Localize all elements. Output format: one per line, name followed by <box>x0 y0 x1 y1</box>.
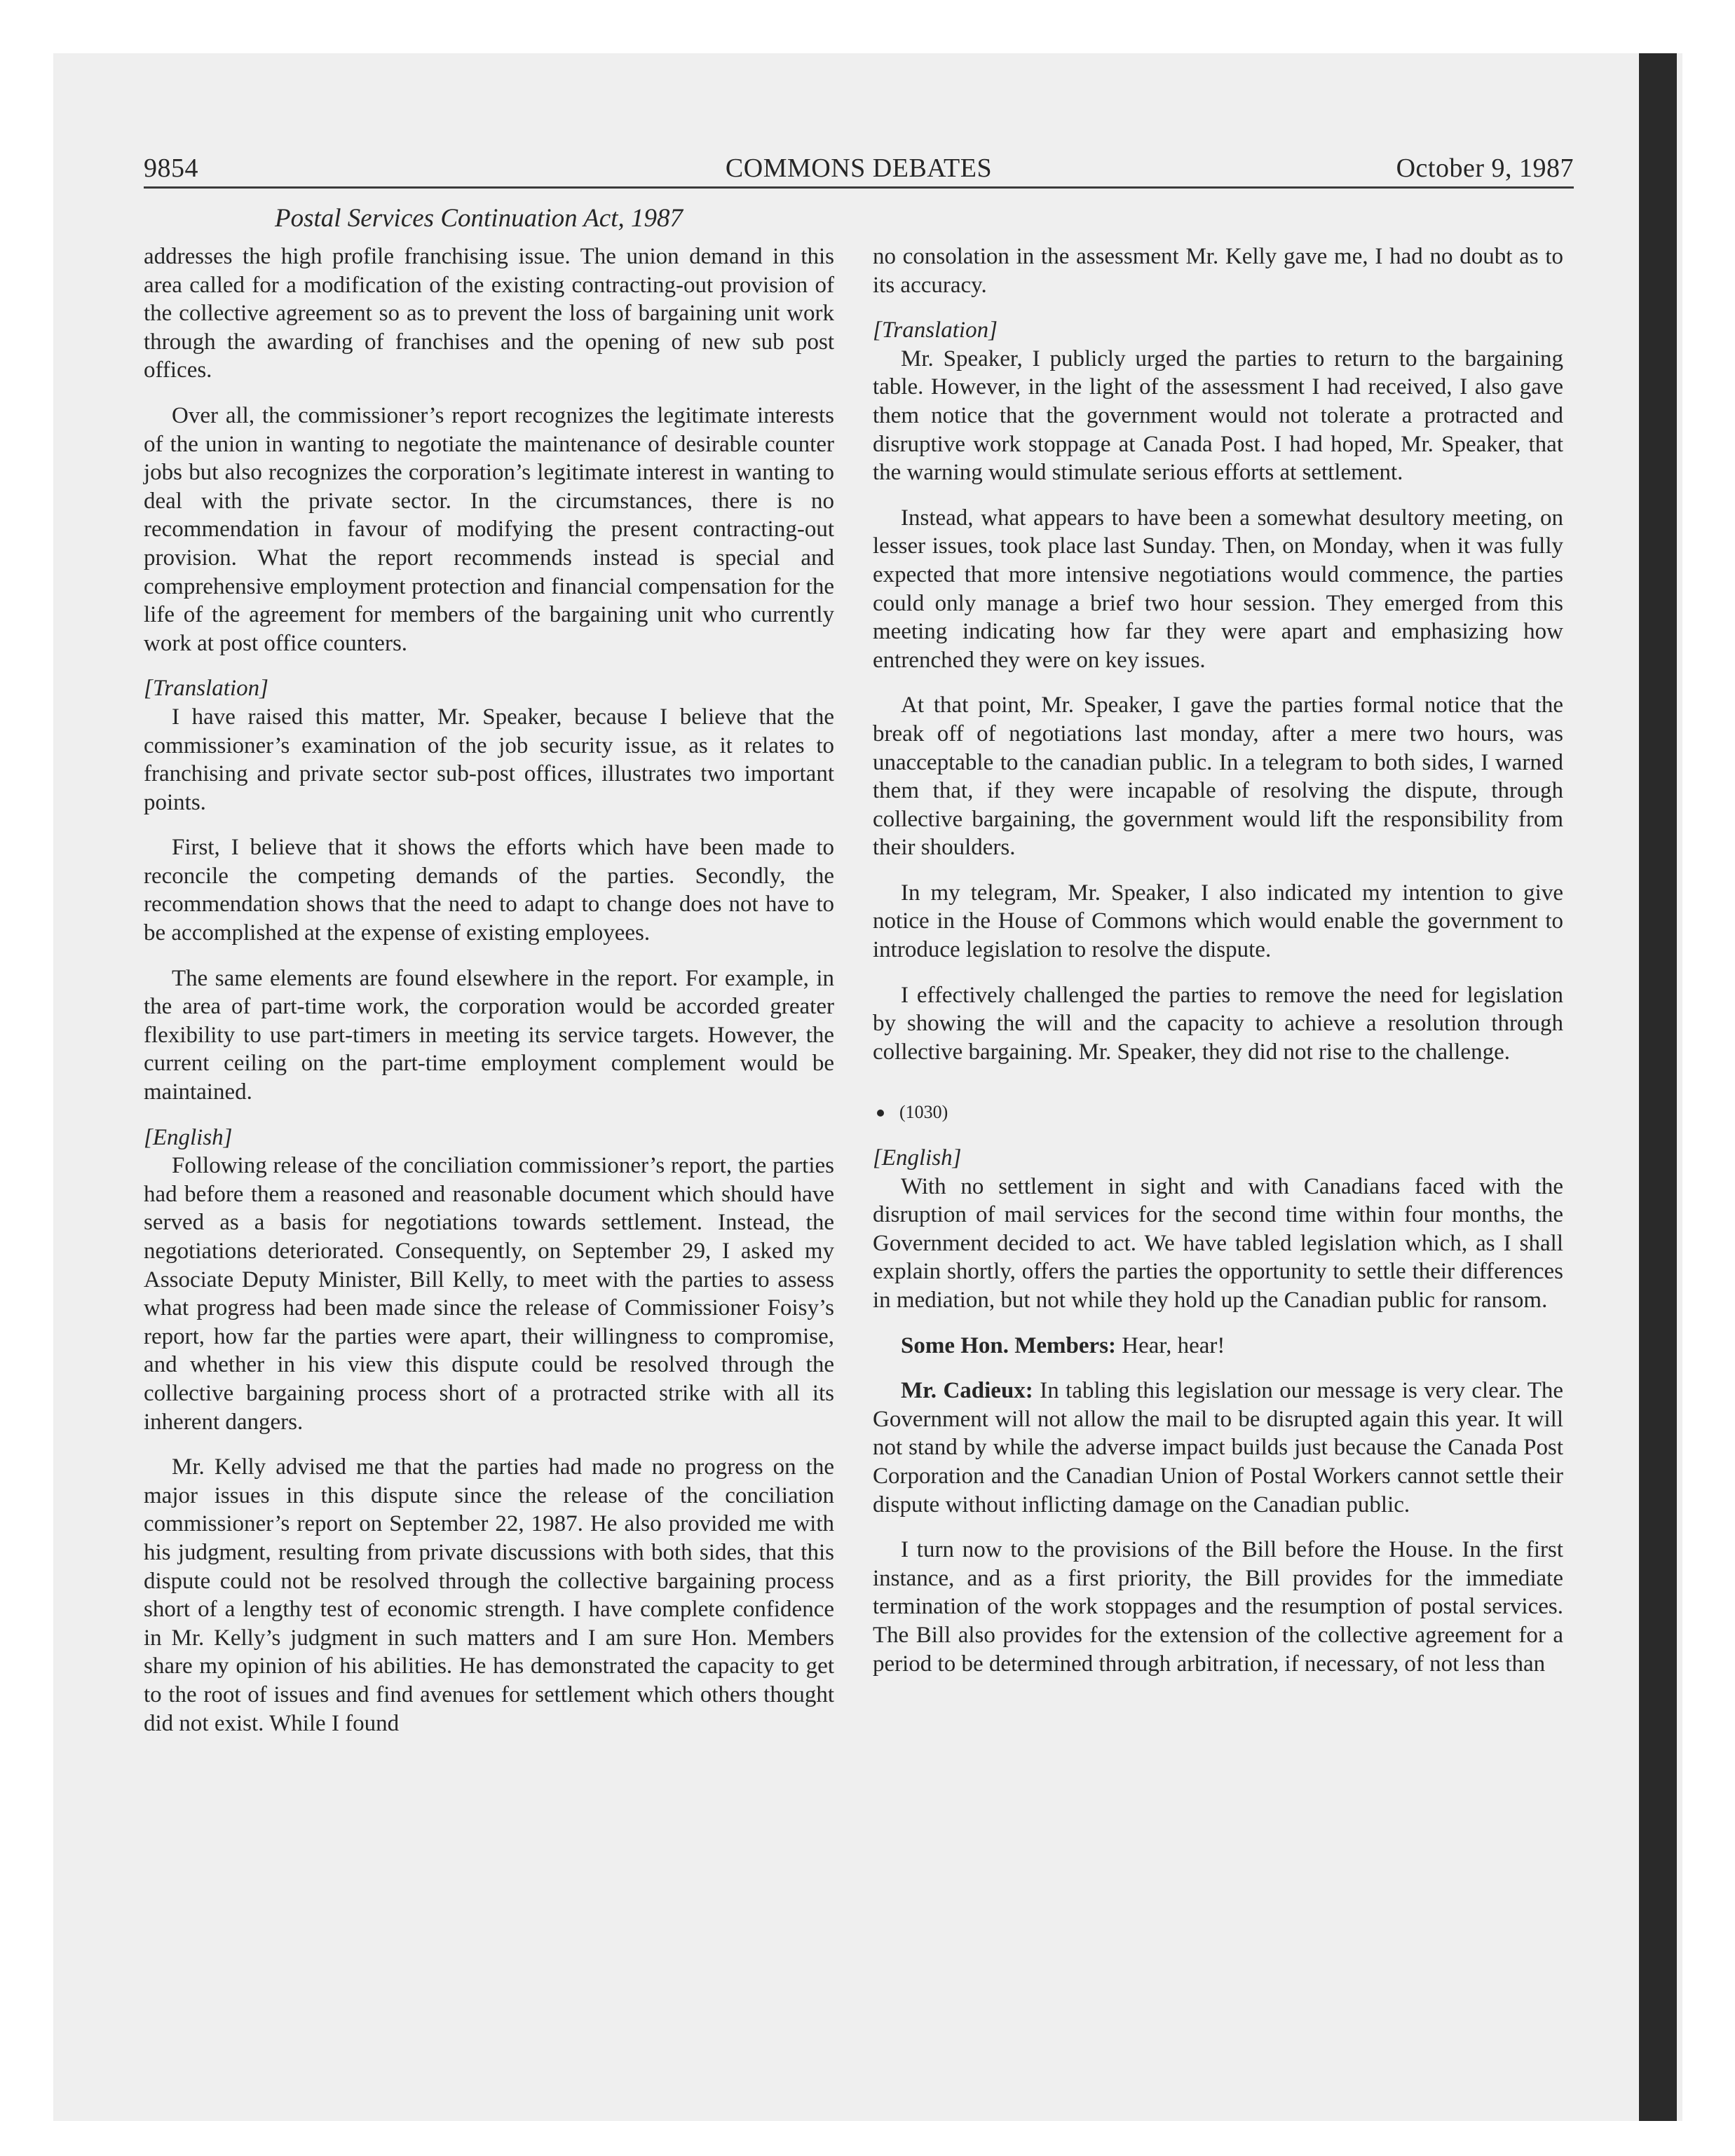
time-stamp: (1030) <box>899 1102 948 1123</box>
language-marker: [Translation] <box>144 676 268 702</box>
speech-text: Hear, hear! <box>1122 1332 1225 1358</box>
paragraph: no consolation in the assessment Mr. Kelly gave me, I had no doubt as to its accuracy. <box>873 244 1563 298</box>
language-marker: [English] <box>873 1145 962 1171</box>
speech-text: In tabling this legislation our message is very clear. The Government will not allow the mail to be disrupted again this year. It will not stand by while the adverse impact builds just because the Canada Post Corporation and the Canadian Union of Postal Workers cannot settle their dispute without inflicting damage on the Canadian public. <box>873 1378 1564 1517</box>
paragraph: Mr. Kelly advised me that the parties had made no progress on the major issues in this dispute since the release of the conciliation commissioner’s report on September 22, 1987. He also provided me with his judgment, resulting from private discussions with both sides, that this dispute could not be resolved through the collective bargaining process short of a lengthy test of economic strength. I have complete confidence in Mr. Kelly’s judgment in such matters and I am sure Hon. Members share my opinion of his abilities. He has demonstrated the capacity to get to the root of issues and find avenues for settlement which others thought did not exist. While I found <box>144 1454 834 1736</box>
speaker-name: Mr. Cadieux: <box>901 1378 1033 1404</box>
paragraph: Following release of the conciliation commissioner’s report, the parties had before them a reasoned and reasonable document which should have served as a basis for negotiations towards settlement. Instead, the negotiations deteriorated. Consequently, on September 29, I asked my Associate Deputy Minister, Bill Kelly, to meet with the parties to assess what progress had been made since the release of Commissioner Foisy’s report, how far the parties were apart, their willingness to compromise, and whether in his view this dispute could be resolved through the collective bargaining process short of a protracted strike with all its inherent dangers. <box>144 1153 834 1435</box>
paragraph: First, I believe that it shows the efforts which have been made to reconcile the competing demands of the parties. Secondly, the recommendation shows that the need to adapt to change does not have to be accomplished at the expense of existing employees. <box>144 835 834 946</box>
paragraph: Instead, what appears to have been a somewhat desultory meeting, on lesser issues, took place last Sunday. Then, on Monday, when it was fully expected that more intensive negotiations would commence, the parties could only manage a brief two hour session. They emerged from this meeting indicating how far they were apart and emphasizing how entrenched they were on key issues. <box>873 505 1563 673</box>
paragraph: I effectively challenged the parties to remove the need for legislation by showing the will and the capacity to achieve a resolution through collective bargaining. Mr. Speaker, they did not rise to the challenge. <box>873 982 1563 1065</box>
paragraph: At that point, Mr. Speaker, I gave the parties formal notice that the break off of negotiations last monday, after a mere two hours, was unacceptable to the canadian public. In a telegram to both sides, I warned them that, if they were incapable of resolving the dispute, through collective bargaining, the government would lift the responsibility from their shoulders. <box>873 692 1563 861</box>
time-marker <box>873 1098 1563 1127</box>
bullet-dot-icon <box>877 1110 884 1117</box>
paragraph: addresses the high profile franchising issue. The union demand in this area called for a modification of the existing contracting-out provision of the collective agreement so as to prevent the loss of bargaining unit work through the awarding of franchises and the opening of new sub post offices. <box>144 244 834 383</box>
paragraph: Mr. Speaker, I publicly urged the parties to return to the bargaining table. However, in the light of the assessment I had received, I also gave them notice that the government would not tolerate a protracted and disruptive work stoppage at Canada Post. I had hoped, Mr. Speaker, that the warning would stimulate serious efforts at settlement. <box>873 346 1563 486</box>
speech <box>873 1377 1563 1519</box>
page-date: October 9, 1987 <box>1396 153 1574 183</box>
paragraph: Over all, the commissioner’s report recognizes the legitimate interests of the union in wanting to negotiate the maintenance of desirable counter jobs but also recognizes the corporation’s legitimate interest in wanting to deal with the private sector. In the circumstances, there is no recommendation in favour of modifying the present contracting-out provision. What the report recommends instead is special and comprehensive employment protection and financial compensation for the life of the agreement for members of the bargaining unit who currently work at post office counters. <box>144 402 834 656</box>
paragraph: I turn now to the provisions of the Bill before the House. In the first instance, and as a first priority, the Bill provides for the immediate termination of the work stoppages and the resumption of postal services. The Bill also provides for the extension of the collective agreement for a period to be determined through arbitration, if necessary, of not less than <box>873 1537 1563 1677</box>
publication-title: COMMONS DEBATES <box>725 153 993 183</box>
language-marker: [Translation] <box>873 318 998 343</box>
left-column <box>144 243 834 1738</box>
section-subtitle: Postal Services Continuation Act, 1987 <box>275 204 683 233</box>
scan-edge-shadow <box>1639 53 1677 2121</box>
paragraph: I have raised this matter, Mr. Speaker, because I believe that the commissioner’s examination of the job security issue, as it relates to franchising and private sector sub-post offices, illustrates two important points. <box>144 704 834 815</box>
header-rule <box>144 186 1574 189</box>
paragraph: The same elements are found elsewhere in the report. For example, in the area of part-time work, the corporation would be accorded greater flexibility to use part-timers in meeting its service targets. However, the current ceiling on the part-time employment complement would be maintained. <box>144 965 834 1105</box>
paragraph: In my telegram, Mr. Speaker, I also indicated my intention to give notice in the House of Commons which would enable the government to introduce legislation to resolve the dispute. <box>873 880 1563 963</box>
speaker-name: Some Hon. Members: <box>901 1332 1117 1358</box>
page-number: 9854 <box>144 153 198 183</box>
page-header <box>144 153 1574 189</box>
paragraph: With no settlement in sight and with Canadians faced with the disruption of mail services for the second time within four months, the Government decided to act. We have tabled legislation which, as I shall explain shortly, offers the parties the opportunity to settle their differences in mediation, but not while they hold up the Canadian public for ransom. <box>873 1173 1563 1313</box>
right-column <box>873 243 1563 1678</box>
speech <box>873 1332 1563 1360</box>
language-marker: [English] <box>144 1124 233 1150</box>
